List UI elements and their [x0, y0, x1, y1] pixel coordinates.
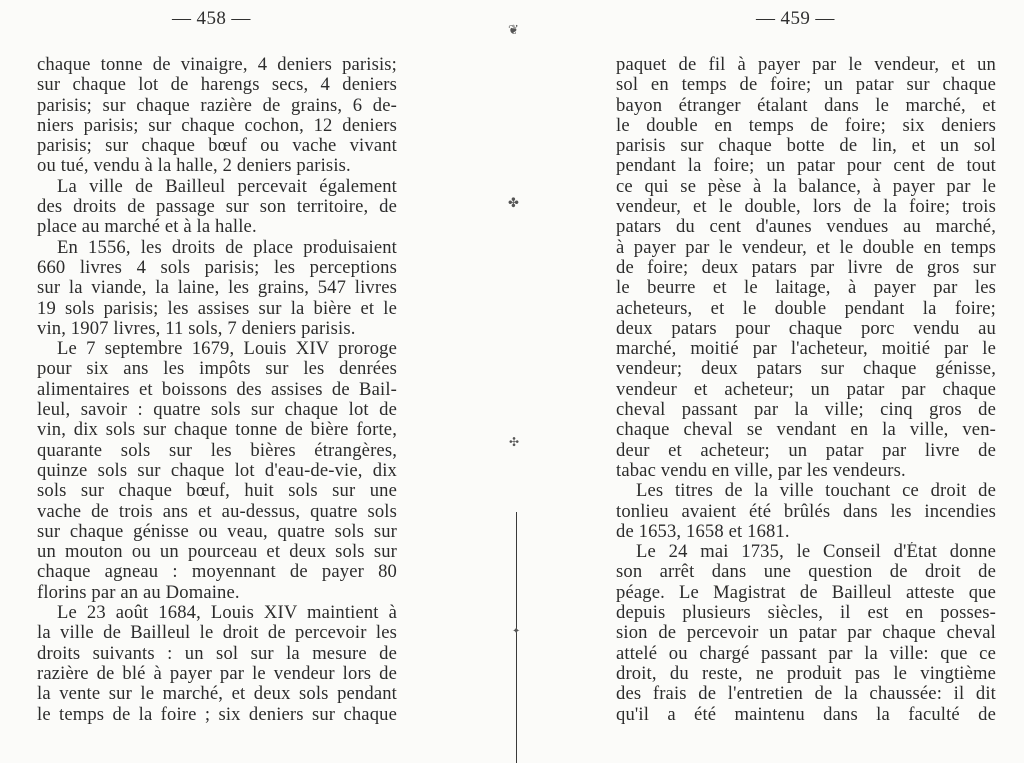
text-line: vendeur et acheteur; un patar par chaque	[616, 379, 996, 400]
right-page-text	[616, 55, 996, 725]
text-line: sur chaque lot de harengs secs, 4 deniers	[37, 75, 397, 96]
text-line: attelé ou chargé passant par la ville: que ce	[616, 643, 996, 664]
text-line: pour six ans les impôts sur les denrées	[37, 359, 397, 380]
text-line: parisis; sur chaque razière de grains, 6 de-	[37, 95, 397, 116]
text-line: des frais de l'entretien de la chaussée: il dit	[616, 684, 996, 705]
text-line: acheteurs, et le double pendant la foire;	[616, 298, 996, 319]
text-line: le double en temps de foire; six deniers	[616, 115, 996, 136]
text-line: Le 24 mai 1735, le Conseil d'État donne	[636, 542, 996, 563]
text-line: marché, moitié par l'acheteur, moitié par le	[616, 339, 996, 360]
text-line: péage. Le Magistrat de Bailleul atteste que	[616, 582, 996, 603]
page-number-left: — 458 —	[172, 8, 251, 29]
text-line: vin, 1907 livres, 11 sols, 7 deniers parisis.	[37, 318, 356, 339]
text-line: sur chaque génisse ou veau, quatre sols sur	[37, 521, 397, 542]
text-line: ou tué, vendu à la halle, 2 deniers parisis.	[37, 156, 351, 177]
text-line: quarante sols sur les bières étrangères,	[37, 440, 397, 461]
ornament-icon: ❦	[508, 23, 519, 38]
left-page-text	[37, 55, 397, 725]
text-line: un mouton ou un pourceau et deux sols sur	[37, 542, 397, 563]
text-line: chaque agneau : moyennant de payer 80	[37, 562, 397, 583]
text-line: Le 23 août 1684, Louis XIV maintient à	[57, 603, 397, 624]
text-line: de 1653, 1658 et 1681.	[616, 521, 790, 542]
text-line: vendeur, et le double, lors de la foire; trois	[616, 197, 996, 218]
text-line: alimentaires et boissons des assises de Bail-	[37, 379, 397, 400]
text-line: bayon étranger étalant dans le marché, et	[616, 95, 996, 116]
text-line: des droits de passage sur son territoire, de	[37, 197, 397, 218]
diamond-icon: ✦	[512, 626, 521, 637]
text-line: razière de blé à payer par le vendeur lors de	[37, 663, 397, 684]
text-line: place au marché et à la halle.	[37, 217, 257, 238]
text-line: sols sur chaque bœuf, huit sols sur une	[37, 481, 397, 502]
text-line: Les titres de la ville touchant ce droit de	[636, 481, 996, 502]
text-line: cheval passant par la ville; cinq gros de	[616, 400, 996, 421]
text-line: la ville de Bailleul le droit de percevoir les	[37, 623, 397, 644]
page-number-right: — 459 —	[756, 8, 835, 29]
text-line: paquet de fil à payer par le vendeur, et un	[616, 55, 996, 75]
text-line: sol en temps de foire; un patar sur chaque	[616, 75, 996, 96]
text-line: tonlieu avaient été brûlés dans les incendies	[616, 501, 996, 522]
text-line: ce qui se pèse à la balance, à payer par le	[616, 176, 996, 197]
text-line: En 1556, les droits de place produisaient	[57, 237, 397, 258]
text-line: quinze sols sur chaque lot d'eau-de-vie, dix	[37, 460, 397, 481]
text-line: vache de trois ans et au-dessus, quatre sols	[37, 501, 397, 522]
text-line: depuis plusieurs siècles, il est en posses-	[616, 603, 996, 624]
text-line: florins par an au Domaine.	[37, 582, 240, 603]
text-line: parisis sur chaque botte de lin, et un sol	[616, 136, 996, 157]
ornament-icon: ✣	[509, 435, 520, 449]
text-line: deux patars pour chaque porc vendu au	[616, 318, 996, 339]
text-line: son arrêt dans une question de droit de	[616, 562, 996, 583]
text-line: vin, dix sols sur chaque tonne de bière forte,	[37, 420, 397, 441]
text-line: niers parisis; sur chaque cochon, 12 deniers	[37, 115, 397, 136]
text-line: 660 livres 4 sols parisis; les perceptions	[37, 257, 397, 278]
ornament-icon: ✤	[508, 196, 519, 211]
text-line: Le 7 septembre 1679, Louis XIV proroge	[57, 339, 397, 360]
left-page	[0, 0, 505, 763]
text-line: parisis; sur chaque bœuf ou vache vivant	[37, 136, 397, 157]
text-line: chaque cheval se vendant en la ville, ven-	[616, 420, 996, 441]
text-line: à payer par le vendeur, et le double en temps	[616, 237, 996, 258]
text-line: sion de percevoir un patar par chaque cheval	[616, 623, 996, 644]
text-line: 19 sols parisis; les assises sur la bière et le	[37, 298, 397, 319]
binding-line	[516, 512, 517, 763]
book-gutter	[505, 0, 528, 763]
text-line: vendeur; deux patars sur chaque génisse,	[616, 359, 996, 380]
text-line: pendant la foire; un patar pour cent de tout	[616, 156, 996, 177]
text-line: droit, du reste, ne produit pas le vingtième	[616, 663, 996, 684]
text-line: sur la viande, la laine, les grains, 547 livres	[37, 278, 397, 299]
text-line: le beurre et le laitage, à payer par les	[616, 278, 996, 299]
text-line: leul, savoir : quatre sols sur chaque lot de	[37, 400, 397, 421]
right-page	[528, 0, 1024, 763]
text-line: la vente sur le marché, et deux sols pendant	[37, 684, 397, 705]
text-line: droits suivants : un sol sur la mesure de	[37, 643, 397, 664]
text-line: patars du cent d'aunes vendues au marché,	[616, 217, 996, 238]
text-line: La ville de Bailleul percevait également	[57, 176, 397, 197]
text-line: tabac vendu en ville, par les vendeurs.	[616, 460, 906, 481]
text-line: le temps de la foire ; six deniers sur chaque	[37, 704, 397, 725]
text-line: qu'il a été maintenu dans la faculté de	[616, 704, 996, 725]
text-line: deur et acheteur; un patar par livre de	[616, 440, 996, 461]
text-line: de foire; deux patars par livre de gros sur	[616, 257, 996, 278]
text-line: chaque tonne de vinaigre, 4 deniers parisis;	[37, 55, 397, 75]
